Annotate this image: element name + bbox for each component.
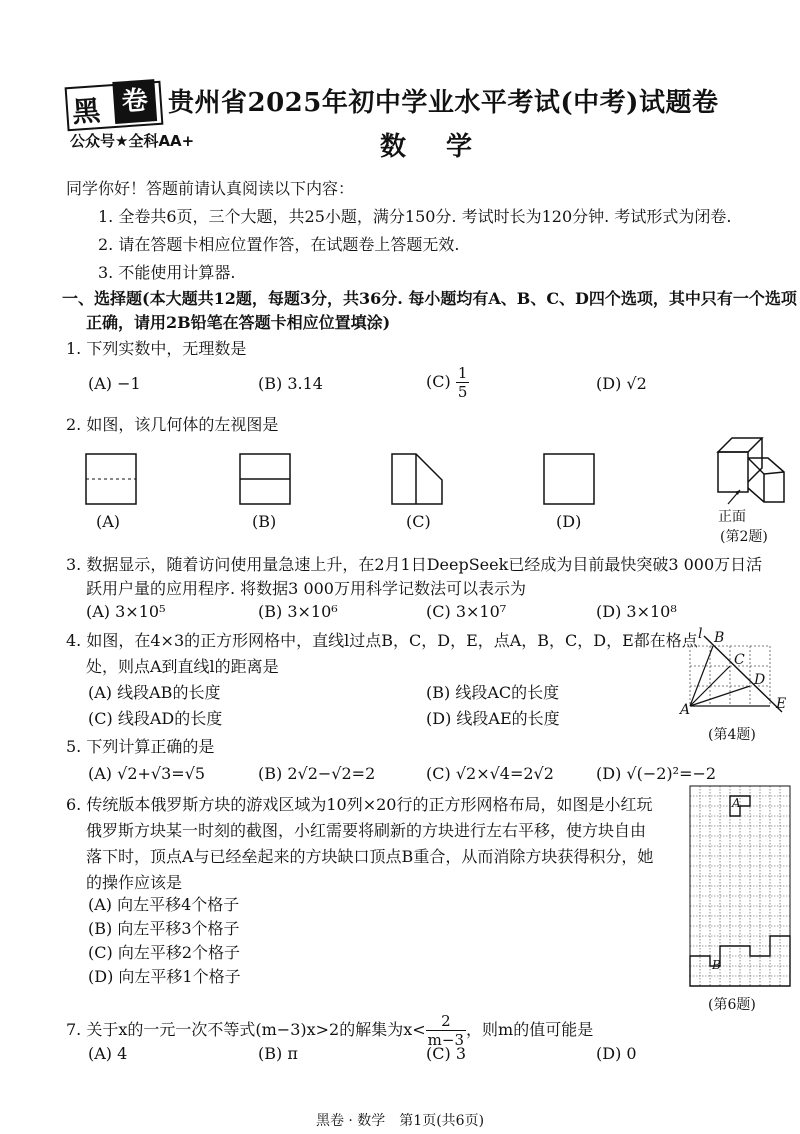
- segment-ab: [690, 646, 713, 706]
- q2-option-d: (D): [556, 512, 582, 531]
- q7-stem-post: ，则m的值可能是: [466, 1020, 594, 1039]
- fraction-denominator: m−3: [427, 1031, 465, 1049]
- q4-option-a: (A) 线段AB的长度: [88, 683, 221, 702]
- q6-figure-caption: (第6题): [708, 997, 756, 1013]
- q6-stem-line2: 俄罗斯方块某一时刻的截图，小红需要将刷新的方块进行左右平移，使方块自由: [86, 821, 647, 840]
- q7-stem-pre: 7. 关于x的一元一次不等式(m−3)x>2的解集为x<: [66, 1020, 426, 1039]
- q6-stem-line4: 的操作应该是: [86, 873, 183, 892]
- q6-option-c: (C) 向左平移2个格子: [88, 943, 240, 962]
- q2-stem: 2. 如图，该几何体的左视图是: [66, 415, 279, 434]
- q7-option-a: (A) 4: [88, 1044, 128, 1063]
- q4-label-l: l: [698, 626, 703, 642]
- q5-option-a: (A) √2+√3=√5: [88, 764, 206, 783]
- q7-stem: [66, 1012, 593, 1049]
- q4-option-c: (C) 线段AD的长度: [88, 709, 223, 728]
- logo-juan-char: 卷: [112, 79, 157, 124]
- brand-text: 公众号★全科AA+: [70, 132, 195, 150]
- q4-label-b: B: [714, 630, 725, 646]
- q5-stem: 5. 下列计算正确的是: [66, 737, 215, 756]
- q3-option-c: (C) 3×10⁷: [426, 602, 507, 621]
- q2-option-a: (A): [96, 512, 121, 531]
- q3-option-b: (B) 3×10⁶: [258, 602, 338, 621]
- q6-tetris-grid: [690, 786, 790, 986]
- q3-option-d: (D) 3×10⁸: [596, 602, 677, 621]
- exam-title: 贵州省2025年初中学业水平考试(中考)试题卷: [168, 88, 719, 118]
- q3-option-a: (A) 3×10⁵: [86, 602, 166, 621]
- q2-option-b: (B): [252, 512, 277, 531]
- q4-stem-line1: 4. 如图，在4×3的正方形网格中，直线l过点B，C，D，E，点A，B，C，D，E都在格点: [66, 631, 698, 650]
- instruction-item: 1. 全卷共6页，三个大题，共25小题，满分150分. 考试时长为120分钟. 考试形式为闭卷.: [98, 207, 732, 226]
- q6-option-d: (D) 向左平移1个格子: [88, 967, 241, 986]
- q4-option-b: (B) 线段AC的长度: [426, 683, 560, 702]
- fraction-numerator: 2: [426, 1012, 466, 1031]
- q6-stem-line1: 6. 传统版本俄罗斯方块的游戏区域为10列×20行的正方形网格布局，如图是小红玩: [66, 795, 653, 814]
- q4-option-d: (D) 线段AE的长度: [426, 709, 560, 728]
- q6-option-a: (A) 向左平移4个格子: [88, 895, 240, 914]
- page-footer: 黑卷 · 数学 第1页(共6页): [315, 1113, 485, 1129]
- q6-label-a: A: [732, 796, 741, 810]
- q6-stem-line3: 落下时，顶点A与已经垒起来的方块缺口顶点B重合，从而消除方块获得积分，她: [86, 847, 654, 866]
- q2-option-c: (C): [406, 512, 431, 531]
- section1-heading: 一、选择题(本大题共12题，每题3分，共36分. 每小题均有A、B、C、D四个选项，其中只有一个选项: [62, 289, 797, 308]
- q5-option-d: (D) √(−2)²=−2: [596, 764, 717, 783]
- q1-option-b: (B) 3.14: [258, 374, 323, 393]
- q6-option-b: (B) 向左平移3个格子: [88, 919, 240, 938]
- q1-option-d: (D) √2: [596, 374, 647, 393]
- subject-title: 数学: [380, 132, 513, 162]
- q4-stem-line2: 处，则点A到直线l的距离是: [86, 657, 279, 676]
- segment-ad: [690, 686, 750, 706]
- q2-front-label: 正面: [718, 509, 746, 525]
- instructions-greeting: 同学你好！答题前请认真阅读以下内容：: [66, 179, 355, 198]
- q4-label-c: C: [734, 652, 745, 668]
- instruction-item: 3. 不能使用计算器.: [98, 263, 236, 282]
- q4-label-a: A: [680, 702, 691, 718]
- logo-hei-char: 黑: [71, 94, 102, 129]
- q2-figure-caption: (第2题): [720, 529, 768, 545]
- q1-option-c-label: (C): [426, 372, 451, 391]
- q7-option-d: (D) 0: [596, 1044, 637, 1063]
- q4-figure-caption: (第4题): [708, 727, 756, 743]
- q1-option-a: (A) −1: [88, 374, 141, 393]
- instruction-item: 2. 请在答题卡相应位置作答，在试题卷上答题无效.: [98, 235, 460, 254]
- q4-label-e: E: [776, 696, 787, 712]
- q3-stem-line2: 跃用户量的应用程序. 将数据3 000万用科学记数法可以表示为: [86, 579, 526, 598]
- q7-option-c: (C) 3: [426, 1044, 466, 1063]
- q6-label-b: B: [712, 958, 721, 972]
- q7-option-b: (B) π: [258, 1044, 298, 1063]
- section1-heading-cont: 正确，请用2B铅笔在答题卡相应位置填涂): [86, 313, 391, 332]
- q3-stem-line1: 3. 数据显示，随着访问使用量急速上升，在2月1日DeepSeek已经成为目前最快突破3 000万日活: [66, 555, 763, 574]
- fraction-numerator: 1: [457, 364, 468, 382]
- q5-option-b: (B) 2√2−√2=2: [258, 764, 376, 783]
- q1-stem: 1. 下列实数中，无理数是: [66, 339, 247, 358]
- fraction-denominator: 5: [457, 383, 468, 401]
- q5-option-c: (C) √2×√4=2√2: [426, 764, 554, 783]
- q4-label-d: D: [754, 672, 766, 688]
